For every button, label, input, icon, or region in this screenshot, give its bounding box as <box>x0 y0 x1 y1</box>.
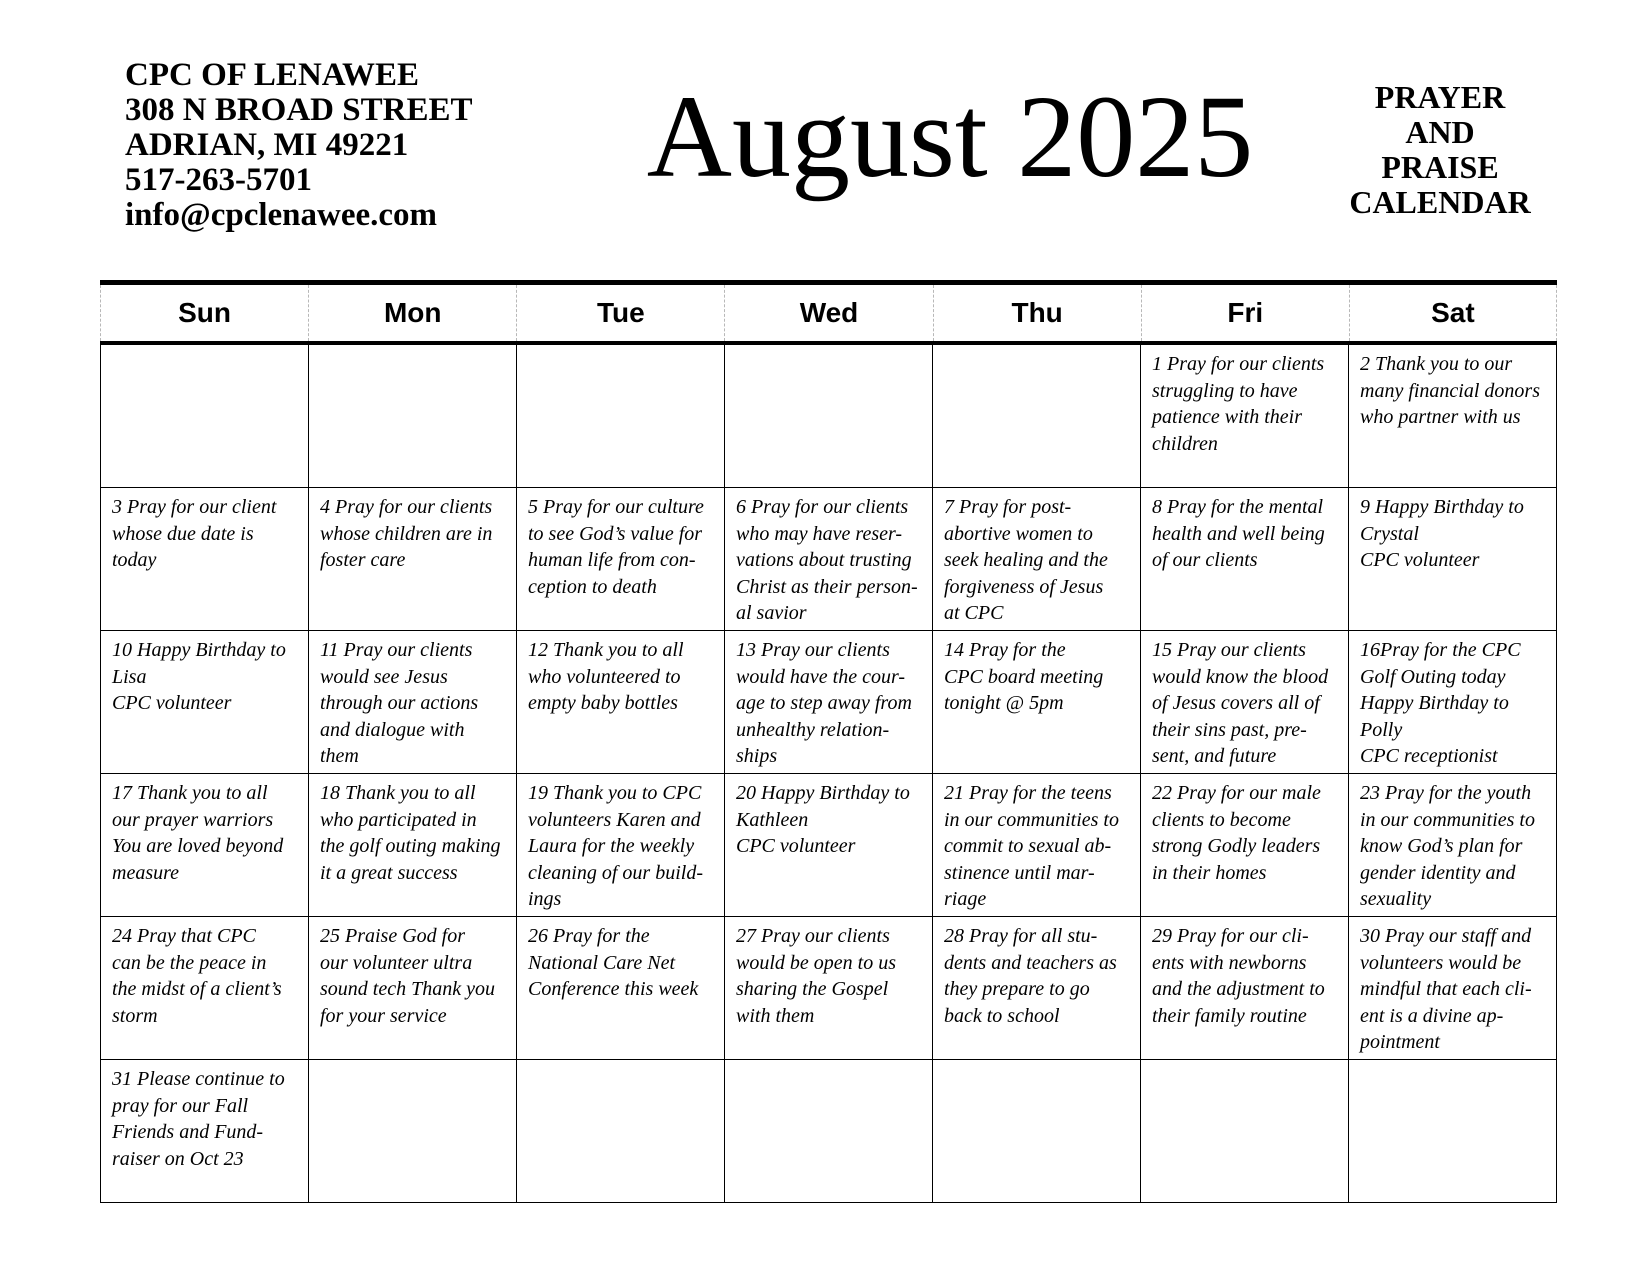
weekday-sun: Sun <box>100 285 308 341</box>
month-title: August 2025 <box>646 71 1254 202</box>
empty-day-cell <box>725 345 933 488</box>
day-cell: 1 Pray for our clients struggling to have patience with their children <box>1141 345 1349 488</box>
org-city: ADRIAN, MI 49221 <box>125 127 409 163</box>
day-cell: 6 Pray for our clients who may have reser- vations about trusting Christ as their person- al savior <box>725 488 933 631</box>
day-cell: 10 Happy Birthday to Lisa CPC volunteer <box>101 631 309 774</box>
day-cell: 8 Pray for the mental health and well being of our clients <box>1141 488 1349 631</box>
day-cell: 7 Pray for post- abortive women to seek healing and the forgiveness of Jesus at CPC <box>933 488 1141 631</box>
day-cell: 14 Pray for the CPC board meeting tonight @ 5pm <box>933 631 1141 774</box>
empty-day-cell <box>933 345 1141 488</box>
empty-day-cell <box>101 345 309 488</box>
day-cell: 9 Happy Birthday to Crystal CPC volunteer <box>1349 488 1557 631</box>
day-cell: 3 Pray for our client whose due date is today <box>101 488 309 631</box>
empty-day-cell <box>309 1060 517 1203</box>
weekday-thu: Thu <box>933 285 1141 341</box>
calendar-subtitle <box>1325 80 1555 220</box>
day-cell: 19 Thank you to CPC volunteers Karen and Laura for the weekly cleaning of our build- ings <box>517 774 725 917</box>
weekday-fri: Fri <box>1141 285 1349 341</box>
subtitle-line: PRAYER <box>1374 79 1506 115</box>
weekday-tue: Tue <box>516 285 724 341</box>
day-cell: 18 Thank you to all who participated in the golf outing making it a great success <box>309 774 517 917</box>
day-cell: 22 Pray for our male clients to become strong Godly leaders in their homes <box>1141 774 1349 917</box>
day-cell: 30 Pray our staff and volunteers would be mindful that each cli- ent is a divine ap- pointment <box>1349 917 1557 1060</box>
day-cell: 20 Happy Birthday to Kathleen CPC volunteer <box>725 774 933 917</box>
empty-day-cell <box>725 1060 933 1203</box>
calendar <box>100 280 1557 1203</box>
org-phone: 517-263-5701 <box>125 162 312 198</box>
empty-day-cell <box>309 345 517 488</box>
org-street: 308 N BROAD STREET <box>125 92 473 128</box>
day-cell: 5 Pray for our culture to see God’s value for human life from con- ception to death <box>517 488 725 631</box>
weekday-sat: Sat <box>1349 285 1557 341</box>
day-cell: 26 Pray for the National Care Net Conference this week <box>517 917 725 1060</box>
empty-day-cell <box>517 1060 725 1203</box>
day-cell: 2 Thank you to our many financial donors who partner with us <box>1349 345 1557 488</box>
day-cell: 23 Pray for the youth in our communities to know God’s plan for gender identity and sexuality <box>1349 774 1557 917</box>
day-cell: 25 Praise God for our volunteer ultra sound tech Thank you for your service <box>309 917 517 1060</box>
day-cell: 13 Pray our clients would have the cour- age to step away from unhealthy relation- ships <box>725 631 933 774</box>
day-cell: 15 Pray our clients would know the blood of Jesus covers all of their sins past, pre- sent, and future <box>1141 631 1349 774</box>
day-cell: 16Pray for the CPC Golf Outing today Happy Birthday to Polly CPC receptionist <box>1349 631 1557 774</box>
weekday-mon: Mon <box>308 285 516 341</box>
weekday-wed: Wed <box>724 285 932 341</box>
day-cell: 31 Please continue to pray for our Fall Friends and Fund- raiser on Oct 23 <box>101 1060 309 1203</box>
day-cell: 17 Thank you to all our prayer warriors You are loved beyond measure <box>101 774 309 917</box>
calendar-grid <box>100 345 1557 1203</box>
day-cell: 28 Pray for all stu- dents and teachers as they prepare to go back to school <box>933 917 1141 1060</box>
day-cell: 11 Pray our clients would see Jesus through our actions and dialogue with them <box>309 631 517 774</box>
subtitle-line: PRAISE <box>1381 149 1499 185</box>
subtitle-line: CALENDAR <box>1349 184 1531 220</box>
day-cell: 24 Pray that CPC can be the peace in the midst of a client’s storm <box>101 917 309 1060</box>
empty-day-cell <box>517 345 725 488</box>
day-cell: 12 Thank you to all who volunteered to empty baby bottles <box>517 631 725 774</box>
empty-day-cell <box>933 1060 1141 1203</box>
org-name: CPC OF LENAWEE <box>125 57 419 93</box>
empty-day-cell <box>1349 1060 1557 1203</box>
day-cell: 4 Pray for our clients whose children are in foster care <box>309 488 517 631</box>
subtitle-line: AND <box>1405 114 1475 150</box>
day-cell: 29 Pray for our cli- ents with newborns and the adjustment to their family routine <box>1141 917 1349 1060</box>
empty-day-cell <box>1141 1060 1349 1203</box>
day-cell: 21 Pray for the teens in our communities to commit to sexual ab- stinence until mar- riage <box>933 774 1141 917</box>
day-cell: 27 Pray our clients would be open to us sharing the Gospel with them <box>725 917 933 1060</box>
org-email: info@cpclenawee.com <box>125 197 438 233</box>
weekday-header <box>100 285 1557 341</box>
organization-info <box>125 58 472 233</box>
